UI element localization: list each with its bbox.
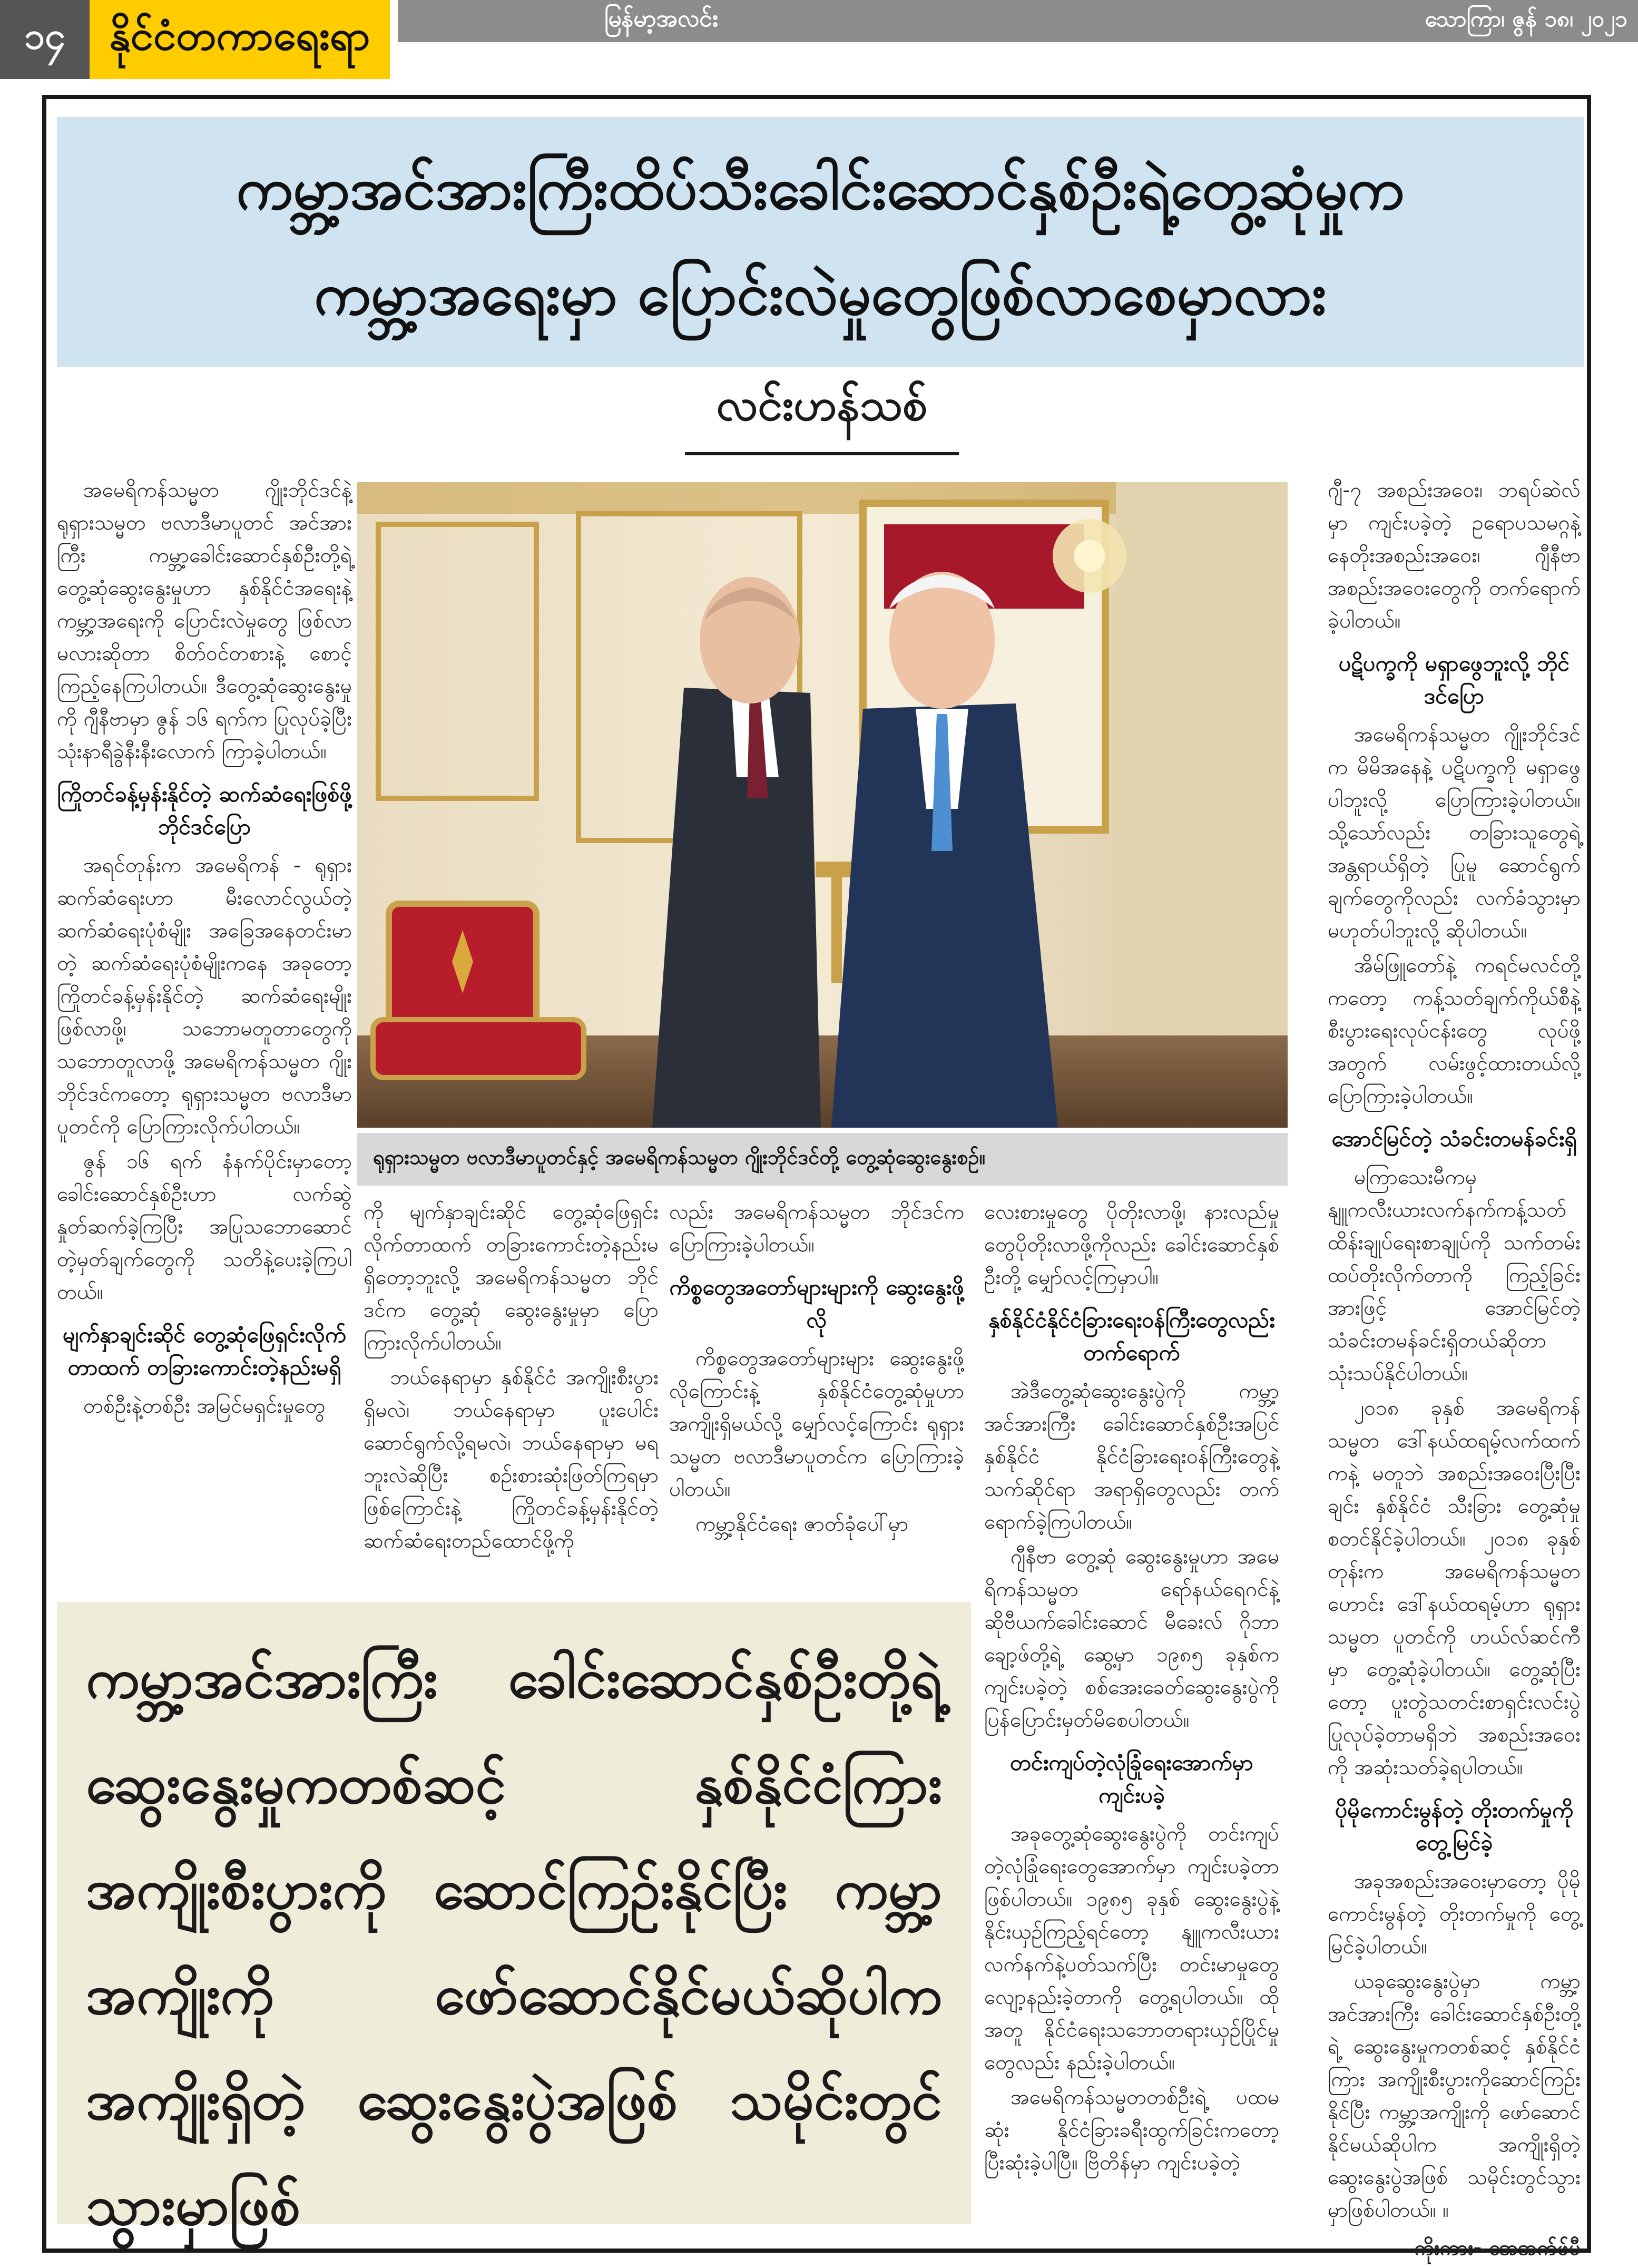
- photo-caption-bar: [357, 1133, 1288, 1186]
- paragraph: တစ်ဦးနဲ့တစ်ဦး အမြင်မရှင်းမှုတွေ: [83, 1394, 326, 1418]
- page-number: ၁၄: [0, 0, 90, 79]
- paragraph: အမေရိကန်သမ္မတတစ်ဦးရဲ့ ပထမဆုံး နိုင်ငံခြားခရီးထွက်ခြင်းကတော့ ပြီးဆုံးခဲ့ပါပြီ။ ဗြိတိန်မှာ ကျင်းပခဲ့တဲ့: [984, 2086, 1279, 2175]
- subheading: အောင်မြင်တဲ့ သံခင်းတမန်ခင်းရှိ: [1331, 1126, 1577, 1151]
- subheading: ပဋိပက္ခကို မရှာဖွေဘူးလို့ ဘိုင်ဒင်ပြော: [1338, 651, 1570, 709]
- text-column-3: [669, 1196, 964, 1597]
- text-column-5: [1328, 474, 1581, 2260]
- byline-underline: [685, 452, 959, 455]
- paragraph: အိမ်ဖြူတော်နဲ့ ကရင်မလင်တို့ကတော့ ကန့်သတ်ချက်ကိုယ်စီနဲ့ စီးပွားရေးလုပ်ငန်းတွေ လုပ်ဖို့အတွက် လမ်းဖွင့်ထားတယ်လို့ ပြောကြားခဲ့ပါတယ်။: [1328, 954, 1581, 1108]
- subheading: နှစ်နိုင်ငံနိုင်ငံခြားရေးဝန်ကြီးတွေလည်း တက်ရောက်: [988, 1307, 1275, 1365]
- issue-date: သောကြာ၊ ဇွန် ၁၈၊ ၂၀၂၁: [1425, 6, 1627, 32]
- paragraph: အမေရိကန်သမ္မတ ဂျိုးဘိုင်ဒင်နဲ့ ရုရှားသမ္မတ ဗလာဒီမာပူတင် အင်အားကြီး ကမ္ဘာ့ခေါင်းဆောင်နှစ်ဦးတို့ရဲ့ တွေ့ဆုံဆွေးနွေးမှုဟာ နှစ်နိုင်ငံအရေးနဲ့ ကမ္ဘာ့အရေးကို ပြောင်းလဲမှုတွေ ဖြစ်လာမလားဆိုတာ စိတ်ဝင်တစားနဲ့ စောင့်ကြည့်နေကြပါတယ်။ ဒီတွေ့ဆုံဆွေးနွေးမှုကို ဂျီနီဗာမှာ ဇွန် ၁၆ ရက်က ပြုလုပ်ခဲ့ပြီး သုံးနာရီခွဲနီးနီးလောက် ကြာခဲ့ပါတယ်။: [57, 478, 352, 764]
- paragraph: ဂျီ-၇ အစည်းအဝေး၊ ဘရပ်ဆဲလ်မှာ ကျင်းပခဲ့တဲ့ ဥရောပသမဂ္ဂနဲ့ နေတိုးအစည်းအဝေး၊ ဂျီနီဗာအစည်းအဝေးတွေကို တက်ရောက်ခဲ့ပါတယ်။: [1328, 478, 1581, 633]
- paragraph: လေးစားမှုတွေ ပိုတိုးလာဖို့၊ နားလည်မှုတွေပိုတိုးလာဖို့ကိုလည်း ခေါင်းဆောင်နှစ်ဦးတို့ မျှော်လင့်ကြမှာပါ။: [984, 1200, 1279, 1289]
- paragraph: အခုအစည်းအဝေးမှာတော့ ပိုမိုကောင်းမွန်တဲ့ တိုးတက်မှုကို တွေ့မြင်ခဲ့ပါတယ်။: [1328, 1870, 1581, 1959]
- paragraph: အခုတွေ့ဆုံဆွေးနွေးပွဲကို တင်းကျပ်တဲ့လုံခြုံရေးတွေအောက်မှာ ကျင်းပခဲ့တာဖြစ်ပါတယ်။ ၁၉၈၅ ခုနှစ် ဆွေးနွေးပွဲနဲ့နိုင်းယှဉ်ကြည့်ရင်တော့ နျူကလီးယား လက်နက်နဲ့ပတ်သက်ပြီး တင်းမာမှုတွေ လျော့နည်းခဲ့တာကို တွေ့ရပါတယ်။ ထိုအတူ နိုင်ငံရေးသဘောတရားယှဉ်ပြိုင်မှုတွေလည်း နည်းခဲ့ပါတယ်။: [984, 1822, 1279, 2075]
- section-title: နိုင်ငံတကာရေးရာ: [90, 0, 390, 79]
- subheading: ပိုမိုကောင်းမွန်တဲ့ တိုးတက်မှုကို တွေ့မြင်ခဲ့: [1335, 1797, 1573, 1855]
- putin-biden-photo: [357, 482, 1288, 1128]
- headline-line-1: ကမ္ဘာ့အင်အားကြီးထိပ်သီးခေါင်းဆောင်နှစ်ဦးရဲ့တွေ့ဆုံမှုက: [236, 154, 1405, 222]
- paragraph: အရင်တုန်းက အမေရိကန် - ရုရှား ဆက်ဆံရေးဟာ မီးလောင်လွယ်တဲ့ ဆက်ဆံရေးပုံစံမျိုး အခြေအနေတင်းမာတဲ့ ဆက်ဆံရေးပုံစံမျိုးကနေ အခုတော့ ကြိုတင်ခန့်မှန်းနိုင်တဲ့ ဆက်ဆံရေးမျိုးဖြစ်လာဖို့၊ သဘောမတူတာတွေကို သဘောတူလာဖို့ အမေရိကန်သမ္မတ ဂျိုးဘိုင်ဒင်ကတော့ ရုရှားသမ္မတ ဗလာဒီမာပူတင်ကို ပြောကြားလိုက်ပါတယ်။: [57, 854, 352, 1139]
- text-column-4: [984, 1196, 1279, 2229]
- subheading: ကြိုတင်ခန့်မှန်းနိုင်တဲ့ ဆက်ဆံရေးဖြစ်ဖို့ ဘိုင်ဒင်ပြော: [57, 781, 352, 839]
- paragraph: မကြာသေးမီကမှ နျူကလီးယားလက်နက်ကန့်သတ် ထိန်းချုပ်ရေးစာချုပ်ကို သက်တမ်းထပ်တိုးလိုက်တာကို ကြည့်ခြင်းအားဖြင့် အောင်မြင်တဲ့ သံခင်းတမန်ခင်းရှိတယ်ဆိုတာ သုံးသပ်နိုင်ပါတယ်။: [1328, 1166, 1581, 1385]
- pull-quote-box: [57, 1602, 971, 2237]
- paragraph: ယခုဆွေးနွေးပွဲမှာ ကမ္ဘာ့အင်အားကြီး ခေါင်းဆောင်နှစ်ဦးတို့ရဲ့ ဆွေးနွေးမှုကတစ်ဆင့် နှစ်နိုင်ငံကြား အကျိုးစီးပွားကိုဆောင်ကြဉ်းနိုင်ပြီး ကမ္ဘာ့အကျိုးကို ဖော်ဆောင်နိုင်မယ်ဆိုပါက အကျိုးရှိတဲ့ ဆွေးနွေးပွဲအဖြစ် သမိုင်းတွင်သွားမှာဖြစ်ပါတယ်။ ။: [1328, 1970, 1581, 2222]
- byline: လင်းဟန်သစ်: [716, 378, 928, 431]
- subheading: ကိစ္စတွေအတော်များများကို ဆွေးနွေးဖို့လို: [669, 1275, 964, 1333]
- paragraph: ကိစ္စတွေအတော်များများ ဆွေးနွေးဖို့လိုကြောင်းနဲ့ နှစ်နိုင်ငံတွေ့ဆုံမှုဟာ အကျိုးရှိမယ်လို့ မျှော်လင့်ကြောင်း ရုရှားသမ္မတ ဗလာဒီမာပူတင်က ပြောကြားခဲ့ပါတယ်။: [669, 1347, 964, 1501]
- paragraph: ဇွန် ၁၆ ရက် နံနက်ပိုင်းမှာတော့ ခေါင်းဆောင်နှစ်ဦးဟာ လက်ဆွဲနှုတ်ဆက်ခဲ့ကြပြီး အပြုသဘောဆောင်တဲ့မှတ်ချက်တွေကို သတိနဲ့ပေးခဲ့ကြပါတယ်။: [57, 1150, 352, 1304]
- paragraph: ၂၀၁၈ ခုနှစ် အမေရိကန်သမ္မတ ဒေါ်နယ်ထရမ့်လက်ထက်ကနဲ့ မတူဘဲ အစည်းအဝေးပြီးပြီးချင်း နှစ်နိုင်ငံ သီးခြား တွေ့ဆုံမှု စတင်နိုင်ခဲ့ပါတယ်။ ၂၀၁၈ ခုနှစ်တုန်းက အမေရိကန်သမ္မတဟောင်း ဒေါ်နယ်ထရမ့်ဟာ ရုရှားသမ္မတ ပူတင်ကို ဟယ်လ်ဆင်ကီမှာ တွေ့ဆုံခဲ့ပါတယ်။ တွေ့ဆုံပြီးတော့ ပူးတွဲသတင်းစာရှင်းလင်းပွဲ ပြုလုပ်ခဲ့တာမရှိဘဲ အစည်းအဝေးကို အဆုံးသတ်ခဲ့ရပါတယ်။: [1328, 1396, 1581, 1780]
- subheading: တင်းကျပ်တဲ့လုံခြုံရေးအောက်မှာ ကျင်းပခဲ့: [1010, 1750, 1253, 1808]
- photo-caption: ရုရှားသမ္မတ ဗလာဒီမာပူတင်နှင့် အမေရိကန်သမ္မတ ဂျိုးဘိုင်ဒင်တို့ တွေ့ဆုံဆွေးနွေးစဉ်။: [373, 1146, 986, 1169]
- paragraph: ဘယ်နေရာမှာ နှစ်နိုင်ငံ အကျိုးစီးပွားရှိမလဲ၊ ဘယ်နေရာမှာ ပူးပေါင်းဆောင်ရွက်လို့ရမလဲ၊ ဘယ်နေရာမှာ မရဘူးလဲဆိုပြီး စဉ်းစားဆုံးဖြတ်ကြရမှာဖြစ်ကြောင်းနဲ့ ကြိုတင်ခန့်မှန်းနိုင်တဲ့ ဆက်ဆံရေးတည်ထောင်ဖို့ကို: [364, 1366, 659, 1553]
- text-column-2: [364, 1196, 659, 1597]
- newspaper-name: မြန်မာ့အလင်း: [604, 5, 718, 32]
- masthead: [0, 0, 1638, 79]
- paragraph: အဲဒီတွေ့ဆုံဆွေးနွေးပွဲကို ကမ္ဘာ့အင်အားကြီး ခေါင်းဆောင်နှစ်ဦးအပြင် နှစ်နိုင်ငံ နိုင်ငံခြားရေးဝန်ကြီးတွေနဲ့ သက်ဆိုင်ရာ အရာရှိတွေလည်း တက်ရောက်ခဲ့ကြပါတယ်။: [984, 1380, 1279, 1534]
- headline-box: [57, 117, 1584, 367]
- paragraph: လည်း အမေရိကန်သမ္မတ ဘိုင်ဒင်က ပြောကြားခဲ့ပါတယ်။: [669, 1200, 964, 1257]
- paragraph: ကို မျက်နှာချင်းဆိုင် တွေ့ဆုံဖြေရှင်းလိုက်တာထက် တခြားကောင်းတဲ့နည်းမရှိတော့ဘူးလို့ အမေရိကန်သမ္မတ ဘိုင်ဒင်က တွေ့ဆုံ ဆွေးနွေးမှုမှာ ပြောကြားလိုက်ပါတယ်။: [364, 1200, 659, 1355]
- summit-photo: [357, 482, 1288, 1128]
- source-credit: ကိုးကား- အေအက်ဖ်ပီ: [1414, 2236, 1581, 2260]
- text-column-1: [57, 474, 352, 1486]
- pull-quote: ကမ္ဘာ့အင်အားကြီး ခေါင်းဆောင်နှစ်ဦးတို့ရဲ့ ဆွေးနွေးမှုကတစ်ဆင့် နှစ်နိုင်ငံကြား အကျိုးစီးပွားကို ဆောင်ကြဉ်းနိုင်ပြီး ကမ္ဘာ့အကျိုးကို ဖော်ဆောင်နိုင်မယ်ဆိုပါက အကျိုးရှိတဲ့ ဆွေးနွေးပွဲအဖြစ် သမိုင်းတွင်သွားမှာဖြစ်: [86, 1646, 942, 2237]
- paragraph: ဂျီနီဗာ တွေ့ဆုံ ဆွေးနွေးမှုဟာ အမေရိကန်သမ္မတ ရော်နယ်ရေဂင်နဲ့ ဆိုဗီယက်ခေါင်းဆောင် မီခေးလ် ဂိုဘာချော့ဖ်တို့ရဲ့ ဆွေ့မှာ ၁၉၈၅ ခုနှစ်က ကျင်းပခဲ့တဲ့ စစ်အေးခေတ်ဆွေးနွေးပွဲကို ပြန်ပြောင်းမှတ်မိစေပါတယ်။: [984, 1545, 1279, 1732]
- paragraph: ကမ္ဘာ့နိုင်ငံရေး ဇာတ်ခုံပေါ်မှာ: [695, 1512, 909, 1536]
- subheading: မျက်နှာချင်းဆိုင် တွေ့ဆုံဖြေရှင်းလိုက်တာထက် တခြားကောင်းတဲ့နည်းမရှိ: [63, 1322, 346, 1380]
- headline-line-2: ကမ္ဘာ့အရေးမှာ ပြောင်းလဲမှုတွေဖြစ်လာစေမှာလား: [314, 260, 1327, 328]
- paragraph: အမေရိကန်သမ္မတ ဂျိုးဘိုင်ဒင်က မိမိအနေနဲ့ ပဋိပက္ခကို မရှာဖွေပါဘူးလို့ ပြောကြားခဲ့ပါတယ်။ သို့သော်လည်း တခြားသူတွေရဲ့ အန္တရာယ်ရှိတဲ့ ပြုမူ ဆောင်ရွက်ချက်တွေကိုလည်း လက်ခံသွားမှာ မဟုတ်ပါဘူးလို့ ဆိုပါတယ်။: [1328, 723, 1581, 943]
